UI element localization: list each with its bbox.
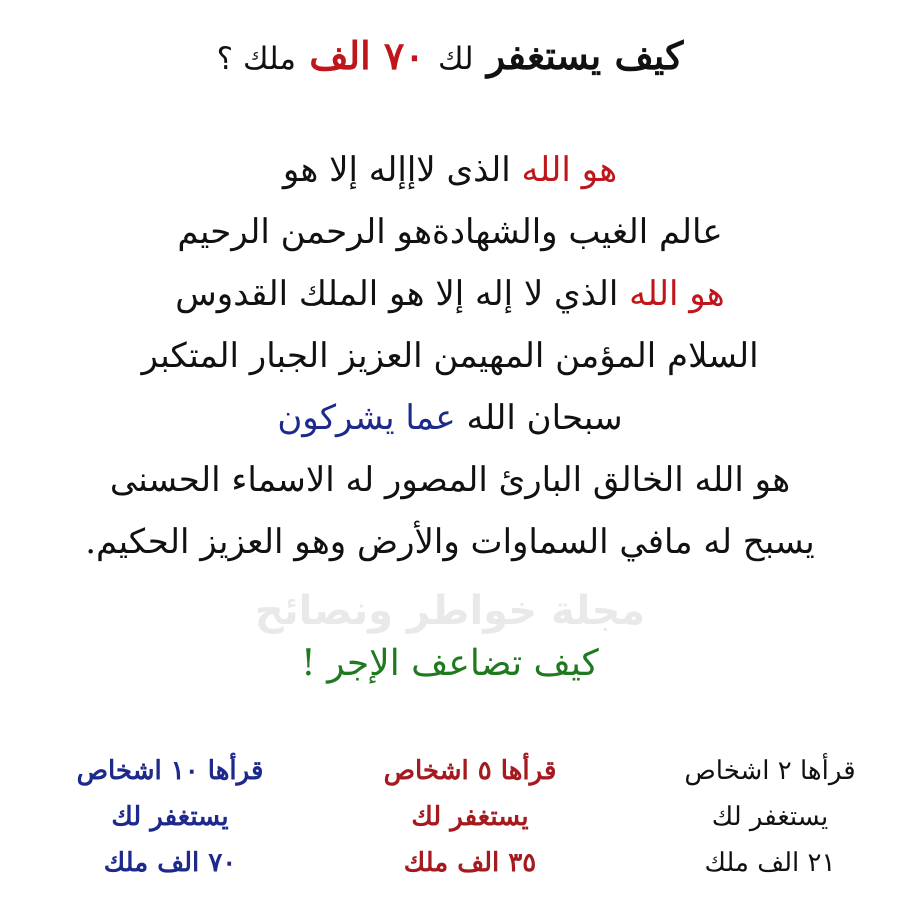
column-line: يستغفر لك	[111, 802, 229, 832]
readers-column-10	[40, 748, 300, 886]
verse-segment: السلام المؤمن المهيمن العزيز الجبار المتكبر	[141, 336, 759, 376]
title-part-3: ٧٠ الف	[309, 33, 425, 78]
verse-segment: الذى لاإإله إلا هو	[282, 150, 522, 190]
verse-segment: عما يشركون	[277, 398, 456, 438]
verse-segment: الذي لا إله إلا هو الملك القدوس	[175, 274, 630, 314]
watermark-text: مجلة خواطر ونصائح	[254, 588, 646, 634]
verse-line-5	[40, 390, 860, 446]
verse-segment: يسبح له مافي السماوات والأرض وهو العزيز الحكيم.	[85, 522, 815, 562]
readers-column-5	[340, 748, 600, 886]
verse-segment: سبحان الله	[455, 398, 623, 438]
title-part-4: ملك ؟	[216, 41, 296, 77]
title-part-1: كيف يستغفر	[486, 33, 684, 78]
column-line: يستغفر لك	[711, 802, 829, 832]
title-part-2: لك	[437, 41, 474, 77]
page-title	[0, 28, 900, 87]
verse-line-4	[40, 328, 860, 384]
verse-segment: هو الله الخالق البارئ المصور له الاسماء الحسنى	[109, 460, 791, 500]
column-line: ٣٥ الف ملك	[403, 848, 537, 878]
verse-segment: عالم الغيب والشهادةهو الرحمن الرحيم	[177, 212, 723, 252]
verse-line-3	[40, 266, 860, 322]
verse-line-2	[40, 204, 860, 260]
multiply-heading: كيف تضاعف الإجر !	[301, 643, 599, 684]
column-line: قرأها ١٠ اشخاص	[76, 756, 264, 786]
verse-line-1	[40, 142, 860, 198]
verse-segment: هو الله	[521, 150, 618, 190]
column-line: قرأها ٥ اشخاص	[383, 756, 557, 786]
column-line: يستغفر لك	[411, 802, 529, 832]
column-line: قرأها ٢ اشخاص	[684, 756, 856, 786]
verse-line-7	[40, 514, 860, 570]
verse-line-6	[40, 452, 860, 508]
column-line: ٧٠ الف ملك	[103, 848, 237, 878]
column-line: ٢١ الف ملك	[704, 848, 836, 878]
readers-column-2	[640, 748, 900, 886]
verse-segment: هو الله	[629, 274, 725, 314]
